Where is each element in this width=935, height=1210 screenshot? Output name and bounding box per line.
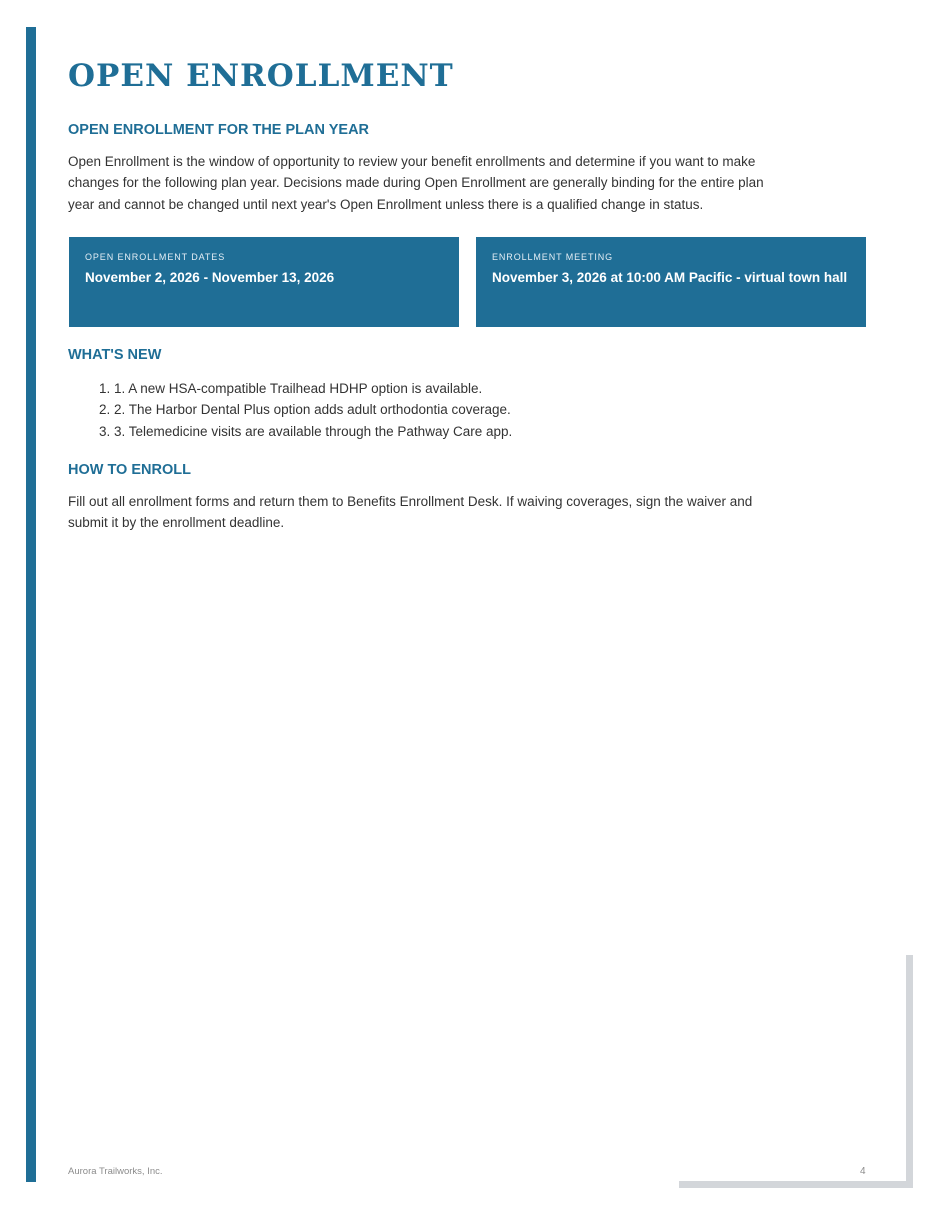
how-to-enroll-heading: HOW TO ENROLL: [68, 462, 191, 478]
enrollment-dates-label: OPEN ENROLLMENT DATES: [85, 252, 226, 262]
page-corner-shadow-horizontal: [679, 1181, 913, 1188]
how-to-enroll-description: Fill out all enrollment forms and return them to Benefits Enrollment Desk. If waiving coverages, sign the waiver and submit it by the enrollment deadline.: [68, 494, 753, 531]
enrollment-meeting-card: [476, 237, 866, 327]
list-item: 2. 2. The Harbor Dental Plus option adds adult orthodontia coverage.: [99, 402, 511, 418]
page-number: 4: [860, 1166, 866, 1177]
whats-new-heading: WHAT'S NEW: [68, 347, 162, 363]
enrollment-dates-value: November 2, 2026 - November 13, 2026: [85, 270, 335, 285]
enrollment-dates-card: [69, 237, 459, 327]
page-title: OPEN ENROLLMENT: [68, 58, 454, 94]
enrollment-meeting-label: ENROLLMENT MEETING: [492, 252, 614, 262]
accent-side-bar: [26, 27, 36, 1182]
list-item: 1. 1. A new HSA-compatible Trailhead HDHP option is available.: [99, 381, 483, 396]
list-item: 3. 3. Telemedicine visits are available through the Pathway Care app.: [99, 423, 513, 439]
plan-year-description: Open Enrollment is the window of opportunity to review your benefit enrollments and determine if you want to make changes for the following plan year. Decisions made during Open Enrollment are generally binding for the entire plan year and cannot be changed until next year's Open Enrollment unless there is a qualified change in status.: [68, 154, 764, 212]
enrollment-meeting-value: November 3, 2026 at 10:00 AM Pacific - virtual town hall: [492, 270, 848, 285]
plan-year-heading: OPEN ENROLLMENT FOR THE PLAN YEAR: [68, 122, 370, 138]
whats-new-list: [99, 378, 512, 442]
page-corner-shadow-vertical: [906, 955, 913, 1187]
footer-company-name: Aurora Trailworks, Inc.: [68, 1166, 163, 1177]
